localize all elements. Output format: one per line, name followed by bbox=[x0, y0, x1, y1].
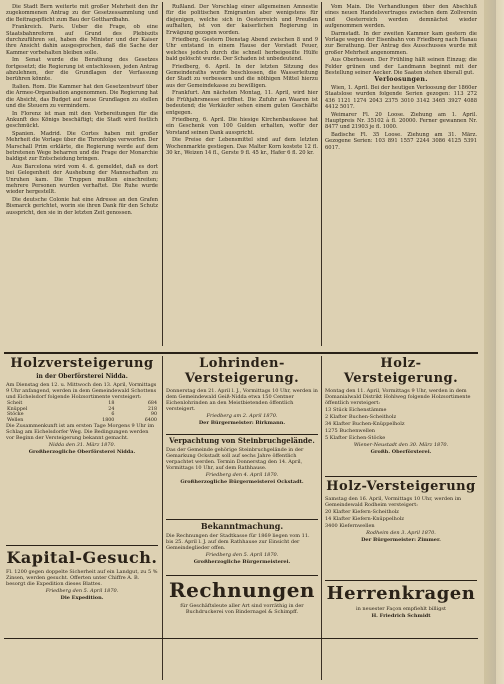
table-cell: Scheit bbox=[7, 401, 23, 406]
news-paragraph: Im Senat wurde die Berathung des Gesetzes fortgesetzt; die Regierung ist entschlossen, jeden Antrag abzulehnen, der die Grundlagen der Verfassung berühren könnte. bbox=[6, 57, 158, 83]
ad-signature: Die Expedition. bbox=[60, 595, 104, 601]
news-paragraph: Friedberg. Gestern Dienstag Abend zwischen 8 und 9 Uhr entstand in einem Hause der Vorstadt Feuer, welches jedoch durch die schnell herbeigeeilte Hülfe bald gelöscht wurde. Der Schaden ist unbedeutend. bbox=[166, 37, 318, 63]
ad-title: Verpachtung von Steinbruchgelände. bbox=[169, 437, 315, 445]
list-item: 5 Klafter Eichen-Stöcke bbox=[325, 435, 386, 441]
ad-intro: Am Dienstag den 12. u. Mittwoch den 13. April, Vormittags 9 Uhr anfangend, werden in dem Gemeindewald Schottens und Eichelsdorf folgende Holzsortimente versteigert: bbox=[6, 382, 157, 400]
news-paragraph: Die Preise der Lebensmittel sind auf dem letzten Wochenmarkte gestiegen. Das Malter Korn kostete 12 fl. 30 kr., Weizen 14 fl., Gerste 9 fl. 45 kr., Hafer 6 fl. 20 kr. bbox=[166, 137, 318, 156]
list-item: 1275 Buchenwellen bbox=[325, 428, 376, 434]
ad-holzversteigerung-nidda bbox=[6, 356, 158, 542]
ad-title: Holz-Versteigerung bbox=[326, 479, 476, 494]
market-heading: Verloosungen. bbox=[374, 76, 428, 84]
list-item: 14 Klafter Kiefern-Knüppelholz bbox=[325, 516, 405, 522]
news-paragraph: Aus Barcelona wird vom 4. d. gemeldet, daß es dort bei Gelegenheit der Aushebung der Mannschaften zu Unruhen kam. Die Truppen mußten einschreiten; mehrere Personen wurden verhaftet. Die Ruhe wurde wieder hergestellt. bbox=[6, 163, 158, 196]
ad-date: Rodheim den 3. April 1870. bbox=[366, 530, 436, 536]
ad-title: Holzversteigerung bbox=[10, 356, 154, 371]
ad-signature: Der Bürgermeister: Birkmann. bbox=[198, 420, 286, 426]
ad-body: Das der Gemeinde gehörige Steinbruchgelände in der Gemarkung Ockstadt soll auf sechs Jahre öffentlich verpachtet werden. Termin Donnerstag den 14. April, Vormittags 10 Uhr, auf dem Rathhause. bbox=[166, 447, 304, 471]
ad-signature: Der Bürgermeister: Zimmer. bbox=[361, 537, 441, 543]
news-column-1 bbox=[6, 4, 158, 350]
news-paragraph: Die Stadt Bern weiterte mit großer Mehrheit den ihr zugekommenen Antrag zu der Gesetzessammlung und die Beitragspflicht zum Bau der Gotthardbahn. bbox=[6, 4, 158, 23]
table-cell: 90 bbox=[150, 412, 157, 418]
table-cell: Knüppel bbox=[7, 406, 28, 412]
news-paragraph: Aus Oberhessen. Der Frühling hält seinen Einzug; die Felder grünen und der Landmann beginnt mit der Bestellung seiner Aecker. Die Saaten stehen überall gut. bbox=[325, 57, 477, 77]
list-item: 13 Stück Eichenstämme bbox=[325, 407, 387, 413]
ad-body: Donnerstag den 21. April l. J., Vormittags 10 Uhr, werden in dem Gemeindewald Geiß-Nidda etwa 150 Centner Eichenlohrinden an den Meistbietenden öffentlich versteigert. bbox=[166, 388, 318, 412]
ad-date: Friedberg den 4. April 1870. bbox=[205, 472, 279, 478]
news-paragraph: Friedberg, 6. April. Die hiesige Kirchenbaukasse hat ein Geschenk von 100 Gulden erhalten, wofür der Vorstand seinen Dank ausspricht. bbox=[166, 116, 318, 136]
list-item: 20 Klafter Kiefern-Scheitholz bbox=[325, 509, 399, 515]
ad-divider bbox=[166, 434, 318, 435]
ad-body: in neuester Façon empfiehlt billigst bbox=[356, 606, 446, 612]
ad-body: Die Zusammenkunft ist am ersten Tage Morgens 9 Uhr im Schlag am Eichelsdorfer Weg. Die Bedingungen werden vor Beginn der Versteigerung bekannt gemacht. bbox=[6, 423, 155, 442]
news-paragraph: Die deutsche Colonie hat eine Adresse an den Grafen Bismarck gerichtet, worin sie ihren Dank für den Schutz ausspricht, den sie in der letzten Zeit genossen. bbox=[6, 196, 158, 216]
table-cell: 6 bbox=[111, 412, 115, 418]
ad-title: Herrenkragen bbox=[326, 584, 476, 604]
column-rule bbox=[321, 2, 322, 346]
ad-body: Die Rechnungen der Stadtkasse für 1869 liegen vom 11. bis 25. April l. J. auf dem Rathhause zur Einsicht der Gemeindeglieder offen. bbox=[166, 533, 310, 551]
news-paragraph: Spanien. Madrid. Die Cortes haben mit großer Mehrheit die Vorlage über die Thronfolge verworfen. Der Marschall Prim erklärte, die Regierung werde auf dem betretenen Wege beharren und die Frage der Monarchie baldigst zur Entscheidung bringen. bbox=[6, 130, 158, 163]
ad-intro: Montag den 11. April, Vormittags 9 Uhr, werden in dem Domanialwald Distrikt Hohlweg folgende Holzsortimente öffentlich versteigert: bbox=[325, 388, 471, 406]
table-cell: Wellen bbox=[7, 417, 24, 423]
section-divider bbox=[4, 352, 478, 354]
ad-lohrinden bbox=[166, 356, 318, 432]
news-paragraph: Italien. Rom. Die Kammer hat den Gesetzentwurf über die Armee-Organisation angenommen. Die Regierung hat die Absicht, das Budget auf neue Grundlagen zu stellen und die Steuern zu vermindern. bbox=[6, 83, 158, 110]
ad-steinbruch bbox=[166, 437, 318, 517]
news-paragraph: Rußland. Der Vorschlag einer allgemeinen Amnestie für die politischen Emigranten aber wenigstens für diejenigen, welche sich in Oesterreich und Preußen aufhalten, ist von der kaiserlichen Regierung in Erwägung gezogen worden. bbox=[166, 4, 318, 36]
ad-divider bbox=[166, 575, 318, 576]
page-bottom-rule bbox=[4, 638, 478, 639]
table-cell: 18 bbox=[108, 401, 115, 406]
news-column-3 bbox=[325, 4, 477, 350]
ad-title: Bekanntmachung. bbox=[200, 522, 284, 531]
page-fold-shadow bbox=[484, 0, 496, 684]
ad-kapital-gesuch bbox=[6, 549, 158, 629]
ad-signature: Großh. Oberförsterei. bbox=[370, 449, 432, 455]
ad-date: Friedberg den 5. April 1870. bbox=[45, 588, 119, 594]
market-paragraph: Wien, 1. April. Bei der heutigen Verloosung der 1860er Staatslose wurden folgende Serien gezogen: 113 272 436 1121 1274 2043 2375 3010 3142 3465 3927 4088 4412 5017. bbox=[325, 84, 477, 111]
ad-herrenkragen bbox=[325, 584, 477, 634]
ad-title: Holz-Versteigerung. bbox=[343, 356, 459, 386]
table-cell: 24 bbox=[108, 406, 115, 412]
column-rule bbox=[321, 356, 322, 680]
table-cell: 684 bbox=[147, 401, 157, 406]
ad-date: Nidda den 31. März 1870. bbox=[48, 442, 116, 449]
ad-title: Kapital-Gesuch. bbox=[6, 549, 158, 567]
ad-divider bbox=[6, 545, 158, 546]
ad-rechnungen bbox=[166, 579, 318, 631]
ad-signature: Großherzogliche Bürgermeisterei. bbox=[193, 559, 291, 565]
news-paragraph: Vom Main. Die Verhandlungen über den Abschluß eines neuen Handelsvertrages zwischen dem Zollverein und Oesterreich werden demnächst wieder aufgenommen werden. bbox=[325, 4, 477, 30]
ad-body: Fl. 1200 gegen doppelte Sicherheit auf ein Landgut, zu 5 % Zinsen, werden gesucht. Offerten unter Chiffre A. B. besorgt die Expedition dieses Blattes. bbox=[6, 569, 158, 587]
table-cell: 6400 bbox=[144, 417, 157, 423]
column-rule bbox=[162, 2, 163, 346]
news-paragraph: Friedberg, 6. April. In der letzten Sitzung des Gemeinderaths wurde beschlossen, die Wasserleitung der Stadt zu verbessern und die nöthigen Mittel hierzu aus der Gemeindekasse zu bewilligen. bbox=[166, 63, 318, 89]
ad-title: Rechnungen bbox=[169, 579, 315, 602]
ad-title: Lohrinden-Versteigerung. bbox=[184, 356, 300, 386]
ad-signature: H. Friedrich Schmidt bbox=[371, 613, 431, 619]
list-item: 2 Klafter Buchen-Scheitholz bbox=[325, 414, 397, 420]
ad-signature: Großherzogliche Bürgermeisterei Ockstadt. bbox=[180, 479, 304, 485]
news-paragraph: In Florenz ist man mit den Vorbereitungen für die Ankunft des Königs beschäftigt; die Stadt wird festlich geschmückt. bbox=[6, 110, 158, 130]
ad-divider bbox=[325, 476, 477, 477]
wood-table bbox=[6, 401, 158, 423]
news-column-2 bbox=[166, 4, 318, 350]
ad-bekanntmachung bbox=[166, 522, 318, 572]
table-cell: 218 bbox=[147, 406, 157, 412]
ad-signature: Großherzogliche Oberförsterei Nidda. bbox=[28, 449, 136, 456]
ad-divider bbox=[166, 519, 318, 520]
market-paragraph: Weimarer Fl. 20 Loose. Ziehung am 1. April. Hauptpreis Nr. 35102 à fl. 20000. Ferner gewannen Nr. 8477 und 21903 je fl. 1000. bbox=[325, 111, 477, 131]
news-paragraph: Frankreich. Paris. Ueber die Frage, ob eine Staatsbahnreform auf Grund des Plebiszits durchzuführen sei, haben die Minister und der Kaiser ihre Ansicht dahin ausgesprochen, daß die Sache der Kammer vorbehalten bleiben solle. bbox=[6, 24, 158, 56]
ad-date: Friedberg den 5. April 1870. bbox=[205, 552, 279, 558]
ad-date: Friedberg am 2. April 1870. bbox=[206, 413, 278, 419]
table-cell: 1800 bbox=[102, 417, 115, 423]
ad-date: Wiener-Neustadt den 30. März 1870. bbox=[353, 442, 449, 448]
column-rule bbox=[162, 356, 163, 680]
news-paragraph: Frankfurt. Am nächsten Montag, 11. April, wird hier die Frühjahrsmesse eröffnet. Die Zufuhr an Waaren ist bedeutend; die Verkäufer sehen einem guten Geschäfte entgegen. bbox=[166, 90, 318, 116]
list-item: 34 Klafter Buchen-Knüppelholz bbox=[325, 421, 405, 427]
table-cell: Stöcke bbox=[7, 412, 24, 418]
ad-holz-oberforsterei bbox=[325, 356, 477, 474]
ad-intro: Samstag den 16. April, Vormittags 10 Uhr, werden im Gemeindewald Rodheim versteigert: bbox=[325, 496, 462, 508]
market-paragraph: Badische Fl. 35 Loose. Ziehung am 31. März. Gezogene Serien: 103 891 1557 2244 3086 4125 5391 6017. bbox=[325, 131, 477, 151]
news-paragraph: Darmstadt. In der zweiten Kammer kam gestern die Vorlage wegen der Eisenbahn von Friedberg nach Hanau zur Berathung. Der Antrag des Ausschusses wurde mit großer Mehrheit angenommen. bbox=[325, 30, 477, 56]
ad-subtitle: in der Oberförsterei Nidda. bbox=[36, 373, 128, 380]
ad-body: für Geschäftsleute aller Art sind vorräthig in der Buchdruckerei von Bindernagel & Schimpff. bbox=[180, 603, 304, 615]
ad-divider bbox=[325, 580, 477, 581]
list-item: 3400 Kiefernwellen bbox=[325, 523, 375, 529]
ad-holz-versteigerung-2 bbox=[325, 479, 477, 577]
